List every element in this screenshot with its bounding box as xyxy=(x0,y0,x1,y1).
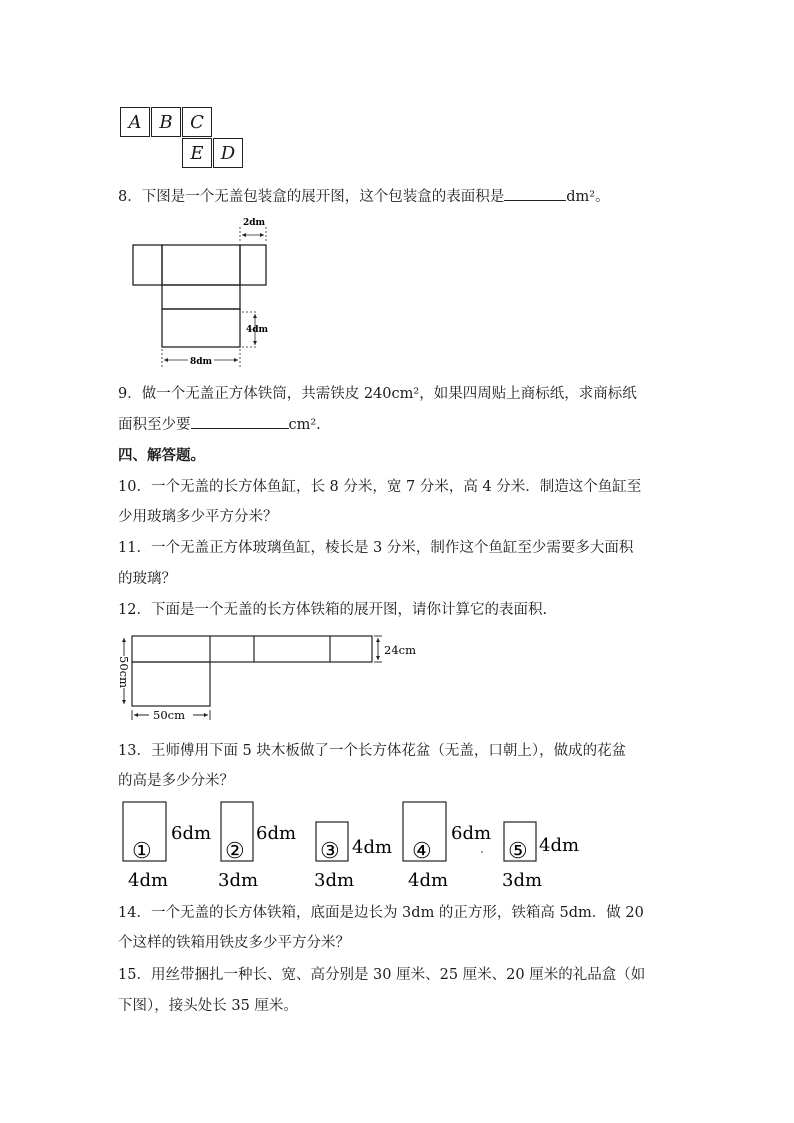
q12-label-24cm: 24cm xyxy=(384,643,416,657)
board-4-height: 6dm xyxy=(451,823,492,844)
q12-net-figure xyxy=(116,630,436,726)
q12-label-50cm-bottom: 50cm xyxy=(153,708,185,722)
board-3-width: 3dm xyxy=(314,870,355,891)
board-3-number: ③ xyxy=(320,839,340,864)
board-4-width: 4dm xyxy=(408,870,449,891)
question-14-line2: 个这样的铁箱用铁皮多少平方分米？ xyxy=(118,935,350,951)
board-5 xyxy=(502,822,579,891)
board-4 xyxy=(403,802,491,891)
q8-label-8dm: 8dm xyxy=(190,357,213,367)
question-13-line1: 13．王师傅用下面 5 块木板做了一个长方体花盆（无盖，口朝上），做成的花盆 xyxy=(118,743,627,759)
question-15-line2: 下图），接头处长 35 厘米。 xyxy=(118,998,298,1014)
question-15-line1: 15．用丝带捆扎一种长、宽、高分别是 30 厘米、25 厘米、20 厘米的礼品盒（如 xyxy=(118,967,646,983)
board-5-width: 3dm xyxy=(502,870,543,891)
question-9-line1: 9．做一个无盖正方体铁筒，共需铁皮 240cm²，如果四周贴上商标纸，求商标纸 xyxy=(118,386,637,402)
question-13-line2: 的高是多少分米？ xyxy=(118,773,234,789)
q8-answer-blank[interactable] xyxy=(504,186,566,201)
question-12-line1: 12．下面是一个无盖的长方体铁箱的展开图，请你计算它的表面积. xyxy=(118,602,548,618)
q8-net-figure xyxy=(128,215,278,373)
q9-text: 面积至少要 xyxy=(118,417,191,433)
grid-cell-a: A xyxy=(120,107,150,137)
board-1-number: ① xyxy=(132,839,152,864)
question-11-line2: 的玻璃？ xyxy=(118,571,176,587)
q12-label-50cm-left: 50cm xyxy=(117,656,131,688)
board-2-number: ② xyxy=(225,839,245,864)
grid-cell-d: D xyxy=(213,138,243,168)
question-10-line2: 少用玻璃多少平方分米？ xyxy=(118,509,278,525)
grid-cell-c: C xyxy=(182,107,212,137)
question-11-line1: 11．一个无盖正方体玻璃鱼缸，棱长是 3 分米，制作这个鱼缸至少需要多大面积 xyxy=(118,540,634,556)
board-1-width: 4dm xyxy=(128,870,169,891)
q9-answer-blank[interactable] xyxy=(191,414,289,429)
board-5-height: 4dm xyxy=(539,835,580,856)
q8-label-4dm: 4dm xyxy=(246,325,269,335)
board-2-height: 6dm xyxy=(256,823,297,844)
board-2-width: 3dm xyxy=(218,870,259,891)
cube-net-grid xyxy=(120,107,246,171)
q8-text: 8．下图是一个无盖包装盒的展开图，这个包装盒的表面积是 xyxy=(118,189,505,205)
section-heading: 四、解答题。 xyxy=(118,447,205,464)
board-3 xyxy=(314,822,392,891)
board-2 xyxy=(218,802,296,891)
question-9-line2 xyxy=(118,414,688,435)
board-1 xyxy=(123,802,211,891)
q13-boards-figure xyxy=(118,796,598,894)
board-4-number: ④ xyxy=(412,839,432,864)
board-1-height: 6dm xyxy=(171,823,212,844)
board-3-height: 4dm xyxy=(352,837,393,858)
grid-cell-e: E xyxy=(182,138,212,168)
q8-label-2dm: 2dm xyxy=(243,218,266,228)
question-8 xyxy=(118,186,688,207)
question-10-line1: 10．一个无盖的长方体鱼缸，长 8 分米，宽 7 分米，高 4 分米．制造这个鱼缸至 xyxy=(118,479,642,495)
board-5-number: ⑤ xyxy=(508,839,528,864)
grid-cell-b: B xyxy=(151,107,181,137)
q9-unit: cm². xyxy=(288,417,321,433)
q8-unit: dm²。 xyxy=(566,189,610,205)
question-14-line1: 14．一个无盖的长方体铁箱，底面是边长为 3dm 的正方形，铁箱高 5dm．做 20 xyxy=(118,905,644,921)
